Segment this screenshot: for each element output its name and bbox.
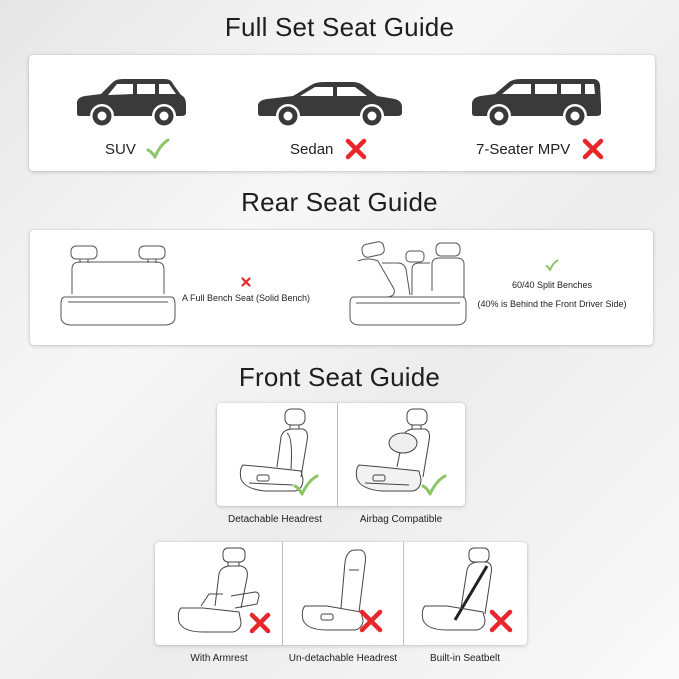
split-bench-icon [348,239,468,331]
front-row2-card [155,542,527,645]
divider [337,403,338,506]
cross-icon [345,138,367,160]
builtin-seatbelt-label: Built-in Seatbelt [429,653,501,664]
split-bench-label: 60/40 Split Benches [511,280,593,290]
split-bench-sublabel: (40% is Behind the Front Driver Side) [477,299,627,309]
rear-title: Rear Seat Guide [241,187,438,217]
full-set-title: Full Set Seat Guide [224,12,455,42]
bench-seat-icon [58,242,178,330]
suv-label: SUV [105,141,136,158]
cross-icon [248,611,272,635]
mpv-car-icon [469,75,605,131]
rear-card [30,230,653,345]
cross-icon [358,608,384,634]
check-icon [146,138,170,160]
cross-icon [241,277,251,287]
front-row1-card [217,403,465,506]
undetachable-headrest-label: Un-detachable Headrest [288,653,398,664]
bench-seat-label: A Full Bench Seat (Solid Bench) [181,293,311,303]
cross-icon [488,608,514,634]
detachable-headrest-label: Detachable Headrest [228,514,322,525]
airbag-compatible-label: Airbag Compatible [359,514,443,525]
divider [282,542,283,645]
check-icon [292,473,320,497]
divider [403,542,404,645]
full-set-card [29,55,655,171]
cross-icon [582,138,604,160]
check-icon [545,259,559,272]
with-armrest-label: With Armrest [190,653,248,664]
sedan-label: Sedan [290,141,334,158]
sedan-car-icon [255,79,405,131]
detachable-headrest-seat-icon [235,407,335,499]
mpv-label: 7-Seater MPV [476,141,571,158]
check-icon [420,473,448,497]
suv-car-icon [73,75,191,131]
front-title: Front Seat Guide [238,362,441,392]
